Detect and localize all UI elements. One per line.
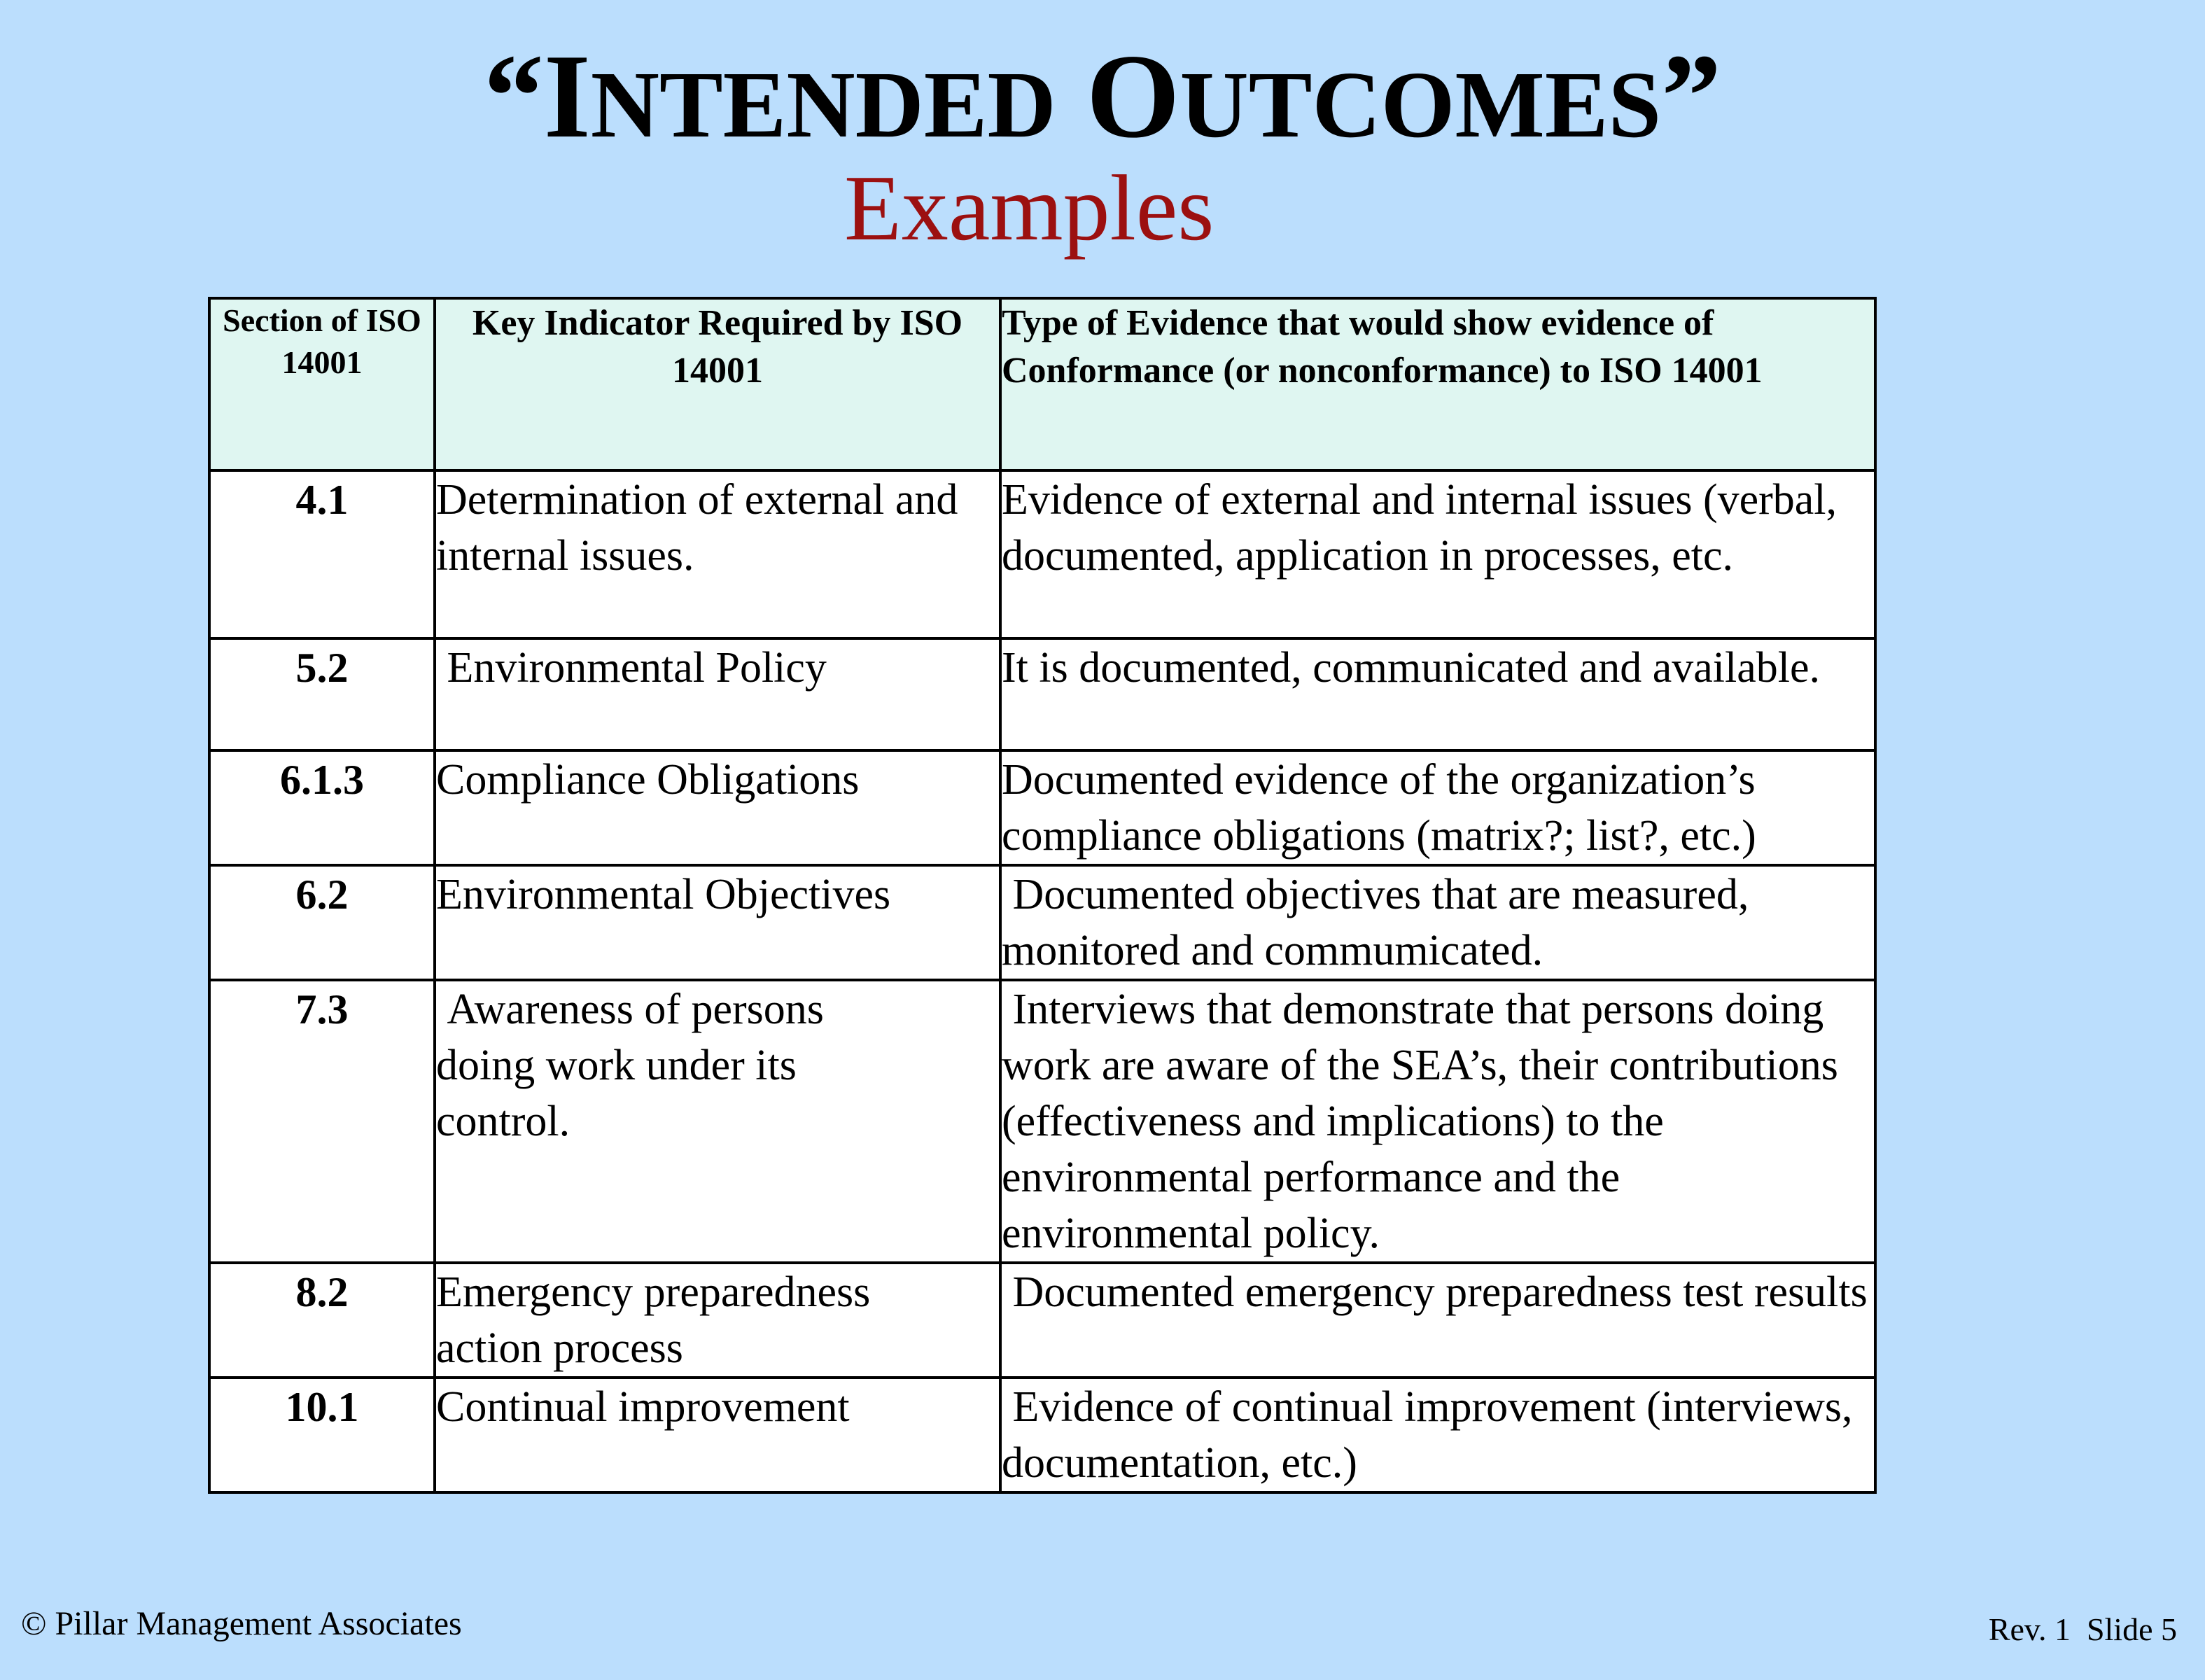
row-key-indicator: Determination of external and internal issues. — [435, 470, 1000, 638]
row-key-indicator: Continual improvement — [435, 1378, 1000, 1492]
row-section: 5.2 — [209, 638, 435, 750]
table-header-row — [209, 298, 1875, 470]
outcomes-table — [208, 297, 1877, 1494]
slide-subtitle: Examples — [844, 156, 1214, 260]
table-row — [209, 750, 1875, 865]
table-row — [209, 865, 1875, 980]
footer-slide-info: Rev. 1 Slide 5 — [1988, 1611, 2177, 1647]
row-section: 7.3 — [209, 980, 435, 1263]
header-evidence: Type of Evidence that would show evidence of Conformance (or nonconformance) to ISO 14001 — [1000, 298, 1875, 470]
row-evidence: Documented objectives that are measured, monitored and commumicated. — [1000, 865, 1875, 980]
title-open-quote: “ — [483, 30, 544, 163]
row-evidence: Documented evidence of the organization’s compliance obligations (matrix?; list?, etc.) — [1000, 750, 1875, 865]
row-section: 10.1 — [209, 1378, 435, 1492]
row-evidence: It is documented, communicated and available. — [1000, 638, 1875, 750]
row-evidence: Interviews that demonstrate that persons doing work are aware of the SEA’s, their contributions (effectiveness and implications) to the environmental performance and the environmental policy. — [1000, 980, 1875, 1263]
row-section: 6.2 — [209, 865, 435, 980]
row-evidence: Evidence of continual improvement (interviews, documentation, etc.) — [1000, 1378, 1875, 1492]
table-row — [209, 470, 1875, 638]
row-key-indicator: Awareness of persons doing work under its control. — [435, 980, 1000, 1263]
title-word2-initial: O — [1086, 30, 1180, 163]
row-section: 8.2 — [209, 1263, 435, 1378]
row-key-indicator: Environmental Policy — [435, 638, 1000, 750]
row-key-indicator: Emergency preparedness action process — [435, 1263, 1000, 1378]
header-section: Section of ISO 14001 — [209, 298, 435, 470]
row-section: 4.1 — [209, 470, 435, 638]
header-key-indicator: Key Indicator Required by ISO 14001 — [435, 298, 1000, 470]
row-key-indicator: Compliance Obligations — [435, 750, 1000, 865]
table-row — [209, 1263, 1875, 1378]
title-word2-rest: UTCOMES — [1180, 52, 1662, 158]
title-word1-initial: I — [543, 30, 591, 163]
row-evidence: Evidence of external and internal issues (verbal, documented, application in processes, etc. — [1000, 470, 1875, 638]
row-section: 6.1.3 — [209, 750, 435, 865]
footer-copyright: © Pillar Management Associates — [21, 1605, 462, 1642]
title-close-quote: ” — [1661, 30, 1722, 163]
row-evidence: Documented emergency preparedness test results — [1000, 1263, 1875, 1378]
table-row — [209, 1378, 1875, 1492]
slide-title — [0, 27, 2205, 175]
title-word1-rest: NTENDED — [590, 52, 1056, 158]
row-key-indicator: Environmental Objectives — [435, 865, 1000, 980]
table-row — [209, 638, 1875, 750]
table-row — [209, 980, 1875, 1263]
